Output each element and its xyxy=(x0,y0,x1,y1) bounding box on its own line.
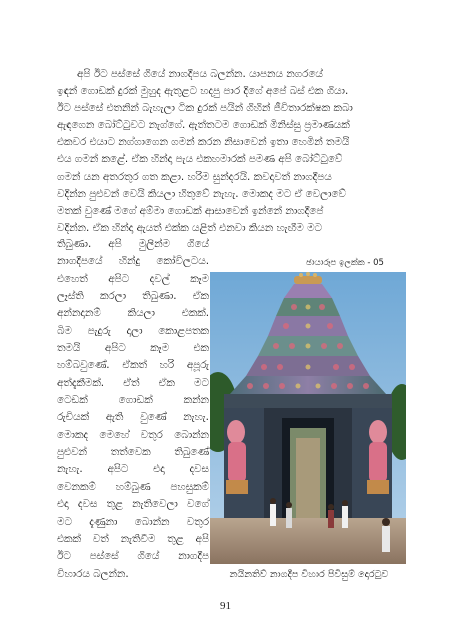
text-line: තිබුණා. අපි මුලින්ම ගියේ xyxy=(57,238,209,250)
text-line: විහාරය බලන්න. xyxy=(57,567,129,580)
text-line: ඊට පස්සේ එතනින් බැහැලා ටික දුරක් පයින් ගිහින් ජීවිතාරක්ෂක කබා xyxy=(57,102,353,115)
text-line: අන්නදානම් කියලා එකක්. xyxy=(57,307,209,320)
text-line: ඉඳන් ගොඩක් දුරක් මුහුද ඇතුළට හදපු පාර දිගේ අපේ බස් එක ගියා. xyxy=(57,85,349,98)
photo-caption: නයිනතිව් නාගදීප විහාර පිවිසුම් දොරටුව xyxy=(229,569,389,580)
text-line: පුළුවන් තත්වෙක තිබුණේ xyxy=(57,446,209,459)
guardian-statue-left xyxy=(226,420,248,494)
text-line: ඊට පස්සේ ගියේ නාගදීප xyxy=(57,550,209,563)
text-line: ලෑස්ති කරලා තිබුණා. ඒක xyxy=(57,290,209,303)
text-line: රුචියක් ඇති වුණේ නැහැ. xyxy=(57,411,209,424)
side-paragraph xyxy=(57,236,209,583)
page-number: 91 xyxy=(220,600,231,612)
text-line: අත්දැකීමක්. ඒත් ඒක මට xyxy=(57,376,209,389)
text-line: මොකද මෙහේ වතුර බොන්න xyxy=(57,428,209,441)
text-line: තමයි අපිට කෑම එක xyxy=(57,342,209,355)
text-line: එදා දවස තුළ නැතිවෙලා වගේ xyxy=(57,498,209,511)
text-line: වෙනකම් හම්බුණ පහසුකම් xyxy=(57,480,209,493)
temple-gopuram-photo xyxy=(210,272,406,564)
text-line: ඇඳගෙන බෝට්ටුවට නැග්ගේ. ඇත්තටම ගොඩක් මිනිස්සු ප්‍රමාණයක් xyxy=(57,119,350,132)
figure-label: ඡායාරූප ඉලක්ක - 05 xyxy=(306,258,384,268)
gateway-structure xyxy=(224,394,392,518)
text-line: මතක් වුණේ මගේ අම්මා ගොඩක් ආසාවෙන් ඉන්නේ නාගදීපේ xyxy=(57,204,324,217)
text-line: අපි ඊට පස්සේ ගියේ නාගදීපය බලන්න. යාපනය නගරයේ xyxy=(77,68,323,80)
temple-illustration xyxy=(210,272,406,564)
text-line: වදින්න. ඒක හින්දා ඇයත් එක්ක යළිත් එනවා කියන හැඟීම මට xyxy=(57,221,323,234)
text-line: එය ගමන් කළේ. ඒක හින්දා පැය එකහමාරක් පමණ අපි බෝට්ටුවේ xyxy=(57,153,343,166)
text-line: බිම පැදුරු දාලා කොළපතක xyxy=(57,324,209,337)
text-line: නාගදීපයේ හින්දු කෝවිලටය. xyxy=(57,255,209,268)
text-line: එකවර එයාට නග්ගාගෙන ගමන් කරන නිසාවෙන් ඉතා හෙමින් තමයි xyxy=(57,136,350,149)
intro-paragraph xyxy=(57,66,405,237)
text-line: ගමන් යන අතරතුර ගත කළා. හරිම සුන්දරයි. කවදාවත් නාගදීපය xyxy=(57,170,332,183)
text-line: එහෙත් අපිට දවල් කෑම xyxy=(57,272,209,285)
guardian-statue-right xyxy=(367,420,389,494)
text-line: හම්බවුණේ. ඒකත් හරි අපූරු xyxy=(57,359,209,372)
text-line: නැහැ. අපිට එදා දවස xyxy=(57,463,209,476)
text-line: වදින්න පුළුවන් වෙයි කියලා හිතුවේ නැහැ. මොකද මට ඒ වෙලාවේ xyxy=(57,187,346,200)
text-line: මට දැණුනා බොන්න වතුර xyxy=(57,515,209,528)
text-line: එකක් වත් නැතිවීම තුළ අපි xyxy=(57,532,209,545)
text-line: ටෙඩක් ගොඩක් කන්න xyxy=(57,394,209,407)
